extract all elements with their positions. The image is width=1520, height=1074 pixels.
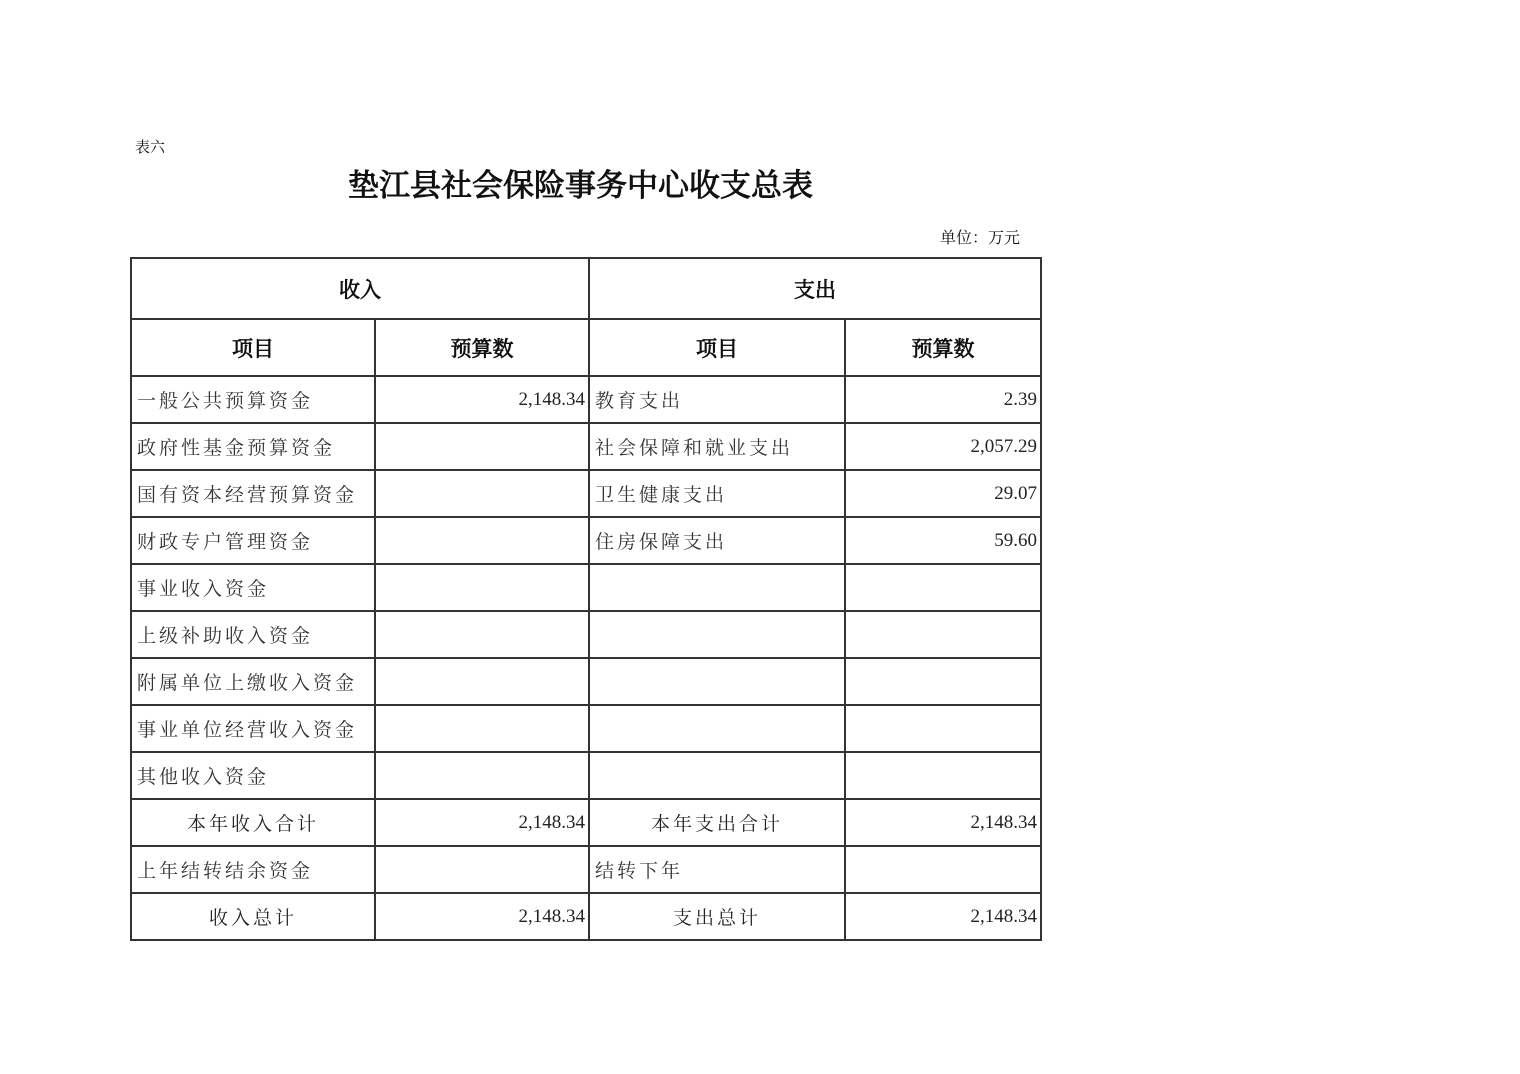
table-row: [131, 376, 1041, 423]
expense-item-cell: [589, 705, 845, 752]
income-group-header: 收入: [131, 258, 589, 319]
expense-year-total-label: 本年支出合计: [589, 799, 845, 846]
table-row: [131, 564, 1041, 611]
expense-carryover-label: 结转下年: [589, 846, 845, 893]
income-year-total-amount: 2,148.34: [375, 799, 589, 846]
expense-amount-cell: [845, 705, 1041, 752]
expense-item-cell: [589, 752, 845, 799]
expense-amount-cell: [845, 752, 1041, 799]
table-row: [131, 705, 1041, 752]
table-row: [131, 423, 1041, 470]
income-item-cell: 附属单位上缴收入资金: [131, 658, 375, 705]
expense-grand-total-amount: 2,148.34: [845, 893, 1041, 940]
year-total-row: [131, 799, 1041, 846]
table-row: [131, 611, 1041, 658]
income-item-cell: 国有资本经营预算资金: [131, 470, 375, 517]
income-amount-cell: [375, 752, 589, 799]
income-grand-total-label: 收入总计: [131, 893, 375, 940]
income-year-total-label: 本年收入合计: [131, 799, 375, 846]
expense-item-cell: [589, 611, 845, 658]
expense-grand-total-label: 支出总计: [589, 893, 845, 940]
income-carryover-label: 上年结转结余资金: [131, 846, 375, 893]
expense-item-cell: [589, 564, 845, 611]
table-number-label: 表六: [135, 138, 166, 156]
grand-total-row: [131, 893, 1041, 940]
expense-item-cell: 社会保障和就业支出: [589, 423, 845, 470]
income-item-cell: 财政专户管理资金: [131, 517, 375, 564]
income-item-cell: 事业单位经营收入资金: [131, 705, 375, 752]
expense-item-cell: 卫生健康支出: [589, 470, 845, 517]
table-row: [131, 517, 1041, 564]
expense-amount-cell: 59.60: [845, 517, 1041, 564]
group-header-row: [131, 258, 1041, 319]
expense-amount-cell: 2,057.29: [845, 423, 1041, 470]
table-row: [131, 470, 1041, 517]
expense-amount-column-header: 预算数: [845, 319, 1041, 376]
expense-item-cell: [589, 658, 845, 705]
expense-amount-cell: [845, 564, 1041, 611]
income-amount-cell: 2,148.34: [375, 376, 589, 423]
unit-note: 单位：万元: [940, 228, 1021, 247]
income-item-cell: 一般公共预算资金: [131, 376, 375, 423]
expense-amount-cell: 2.39: [845, 376, 1041, 423]
income-amount-cell: [375, 705, 589, 752]
income-item-cell: 事业收入资金: [131, 564, 375, 611]
income-grand-total-amount: 2,148.34: [375, 893, 589, 940]
table-row: [131, 658, 1041, 705]
income-item-cell: 其他收入资金: [131, 752, 375, 799]
expense-amount-cell: [845, 658, 1041, 705]
carryover-row: [131, 846, 1041, 893]
expense-amount-cell: [845, 611, 1041, 658]
document-title: 垫江县社会保险事务中心收支总表: [348, 168, 813, 204]
expense-amount-cell: 29.07: [845, 470, 1041, 517]
income-amount-column-header: 预算数: [375, 319, 589, 376]
expense-item-cell: 教育支出: [589, 376, 845, 423]
income-amount-cell: [375, 517, 589, 564]
expense-carryover-amount: [845, 846, 1041, 893]
income-item-cell: 政府性基金预算资金: [131, 423, 375, 470]
income-amount-cell: [375, 658, 589, 705]
income-carryover-amount: [375, 846, 589, 893]
expense-group-header: 支出: [589, 258, 1041, 319]
income-item-column-header: 项目: [131, 319, 375, 376]
income-amount-cell: [375, 611, 589, 658]
expense-item-cell: 住房保障支出: [589, 517, 845, 564]
income-amount-cell: [375, 564, 589, 611]
income-item-cell: 上级补助收入资金: [131, 611, 375, 658]
income-amount-cell: [375, 423, 589, 470]
budget-summary-table: [130, 257, 1042, 941]
column-header-row: [131, 319, 1041, 376]
table-row: [131, 752, 1041, 799]
income-amount-cell: [375, 470, 589, 517]
expense-item-column-header: 项目: [589, 319, 845, 376]
expense-year-total-amount: 2,148.34: [845, 799, 1041, 846]
